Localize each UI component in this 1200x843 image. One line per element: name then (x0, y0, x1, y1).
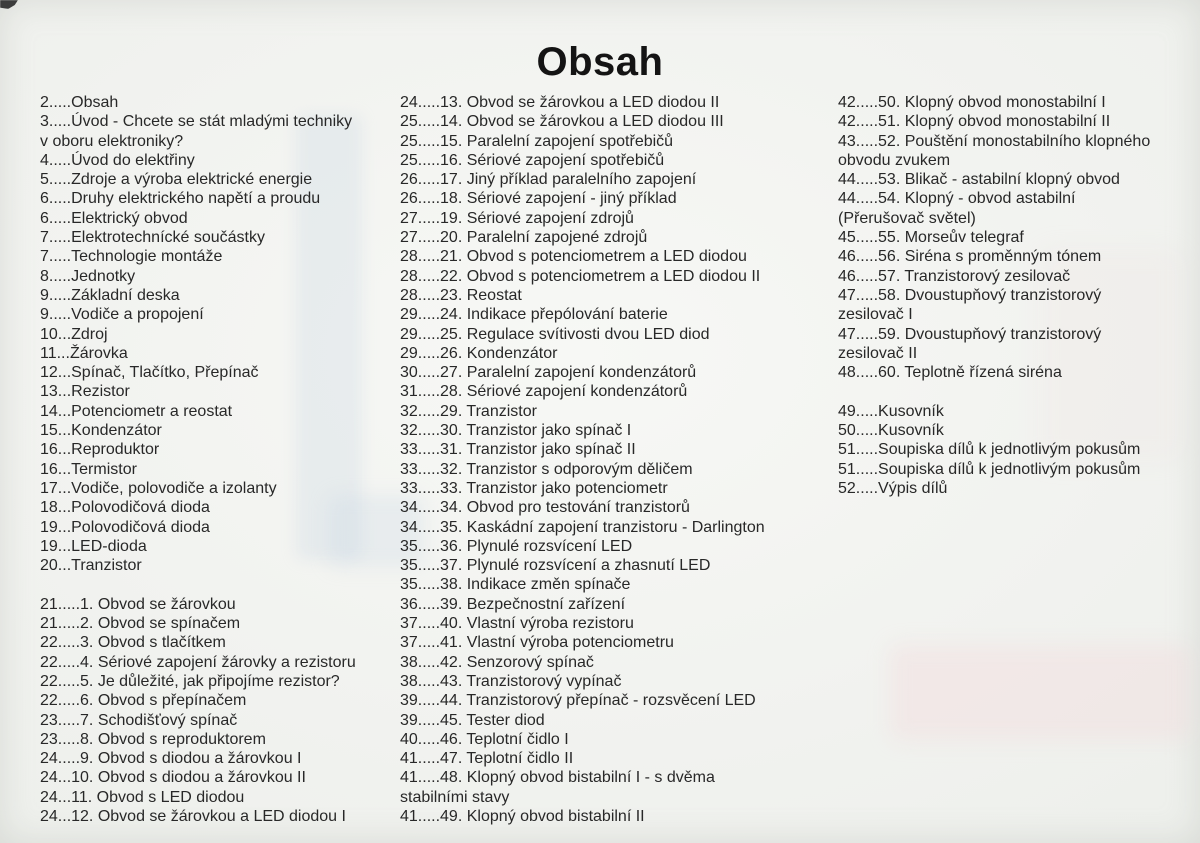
toc-line: 35.....37. Plynulé rozsvícení a zhasnutí LED (400, 557, 711, 575)
toc-line: 22.....5. Je důležité, jak připojíme rezistor? (40, 672, 340, 690)
toc-line: v oboru elektroniky? (40, 132, 184, 150)
toc-column-right (838, 93, 1183, 498)
toc-line: 30.....27. Paralelní zapojení kondenzátorů (400, 364, 697, 382)
toc-line: 7.....Technologie montáže (40, 248, 223, 266)
toc-line: 26.....17. Jiný příklad paralelního zapojení (400, 171, 697, 189)
toc-line: 42.....50. Klopný obvod monostabilní I (838, 94, 1106, 111)
toc-line: 6.....Elektrický obvod (40, 209, 188, 227)
toc-line: 32.....30. Tranzistor jako spínač I (400, 422, 632, 440)
toc-line: 41.....48. Klopný obvod bistabilní I - s dvěma (400, 769, 715, 787)
toc-line: 20...Tranzistor (40, 557, 142, 575)
toc-line: 29.....24. Indikace přepólování baterie (400, 306, 668, 324)
toc-line: 16...Termistor (40, 460, 137, 478)
toc-line: 46.....57. Tranzistorový zesilovač (838, 267, 1071, 285)
toc-line: 40.....46. Teplotní čidlo I (400, 730, 569, 748)
toc-line: 15...Kondenzátor (40, 422, 162, 440)
toc-line: 3.....Úvod - Chcete se stát mladými techniky (40, 113, 353, 131)
toc-line: 12...Spínač, Tlačítko, Přepínač (40, 364, 259, 382)
toc-line: 48.....60. Teplotně řízená siréna (838, 364, 1062, 382)
toc-line: 11...Žárovka (40, 344, 128, 362)
toc-line: 33.....33. Tranzistor jako potenciometr (400, 479, 668, 497)
toc-line: 38.....42. Senzorový spínač (400, 653, 594, 671)
toc-line: 16...Reproduktor (40, 441, 160, 459)
toc-line: 36.....39. Bezpečnostní zařízení (400, 595, 626, 613)
toc-line: 24.....13. Obvod se žárovkou a LED diodou II (400, 94, 720, 111)
toc-line: 29.....26. Kondenzátor (400, 344, 558, 362)
toc-line: 22.....3. Obvod s tlačítkem (40, 634, 226, 652)
toc-line: 47.....58. Dvoustupňový tranzistorový (838, 286, 1102, 304)
toc-column-middle (400, 93, 840, 826)
toc-line: zesilovač II (838, 344, 918, 362)
toc-line: obvodu zvukem (838, 151, 951, 169)
toc-line: 18...Polovodičová dioda (40, 499, 210, 517)
toc-line: 14...Potenciometr a reostat (40, 402, 233, 420)
scan-corner-mark (0, 0, 18, 9)
toc-line: 24...10. Obvod s diodou a žárovkou II (40, 769, 306, 787)
toc-line: 39.....44. Tranzistorový přepínač - rozsvěcení LED (400, 692, 756, 710)
toc-line: 26.....18. Sériové zapojení - jiný příklad (400, 190, 677, 208)
toc-line: 49.....Kusovník (838, 402, 944, 420)
toc-line: 41.....47. Teplotní čidlo II (400, 750, 574, 768)
toc-line: 43.....52. Pouštění monostabilního klopného (838, 132, 1151, 150)
toc-line: 46.....56. Siréna s proměnným tónem (838, 248, 1102, 266)
toc-line: 25.....15. Paralelní zapojení spotřebičů (400, 132, 674, 150)
toc-line: 51.....Soupiska dílů k jednotlivým pokusům (838, 441, 1141, 459)
toc-line: 33.....31. Tranzistor jako spínač II (400, 441, 636, 459)
toc-line: 45.....55. Morseův telegraf (838, 229, 1024, 247)
toc-line: 33.....32. Tranzistor s odporovým děličem (400, 460, 693, 478)
toc-line: 51.....Soupiska dílů k jednotlivým pokusům (838, 460, 1141, 478)
toc-line: 38.....43. Tranzistorový vypínač (400, 672, 622, 690)
toc-line: 19...Polovodičová dioda (40, 518, 210, 536)
toc-line: 24...12. Obvod se žárovkou a LED diodou I (40, 807, 346, 825)
page-title: Obsah (536, 40, 664, 84)
toc-line: 27.....19. Sériové zapojení zdrojů (400, 209, 634, 227)
toc-line: 23.....7. Schodišťový spínač (40, 711, 238, 729)
toc-line: 47.....59. Dvoustupňový tranzistorový (838, 325, 1102, 343)
toc-line: 10...Zdroj (40, 325, 108, 343)
toc-line: zesilovač I (838, 306, 913, 324)
toc-line: 27.....20. Paralelní zapojené zdrojů (400, 229, 648, 247)
scan-bleedthrough-artifact (890, 645, 1190, 740)
toc-line: 4.....Úvod do elektřiny (40, 151, 195, 169)
toc-line: 8.....Jednotky (40, 267, 136, 285)
toc-line: 35.....36. Plynulé rozsvícení LED (400, 537, 633, 555)
toc-line: 34.....35. Kaskádní zapojení tranzistoru - Darlington (400, 518, 765, 536)
toc-line: 25.....14. Obvod se žárovkou a LED diodou III (400, 113, 724, 131)
toc-line: 22.....6. Obvod s přepínačem (40, 692, 247, 710)
toc-line: 31.....28. Sériové zapojení kondenzátorů (400, 383, 688, 401)
toc-line: (Přerušovač světel) (838, 209, 976, 227)
toc-line: stabilními stavy (400, 788, 510, 806)
toc-column-left (40, 93, 405, 826)
toc-line: 35.....38. Indikace změn spínače (400, 576, 631, 594)
toc-line: 29.....25. Regulace svítivosti dvou LED diod (400, 325, 710, 343)
toc-line: 25.....16. Sériové zapojení spotřebičů (400, 151, 665, 169)
toc-line: 50.....Kusovník (838, 422, 944, 440)
toc-line: 32.....29. Tranzistor (400, 402, 537, 420)
toc-line: 28.....22. Obvod s potenciometrem a LED diodou II (400, 267, 761, 285)
toc-line: 44.....53. Blikač - astabilní klopný obvod (838, 171, 1120, 189)
toc-gap (40, 575, 405, 594)
toc-line: 39.....45. Tester diod (400, 711, 545, 729)
toc-line: 28.....21. Obvod s potenciometrem a LED diodou (400, 248, 747, 266)
toc-gap (838, 382, 1183, 401)
toc-line: 13...Rezistor (40, 383, 130, 401)
toc-line: 34.....34. Obvod pro testování tranzistorů (400, 499, 690, 517)
toc-line: 52.....Výpis dílů (838, 479, 948, 497)
toc-line: 9.....Základní deska (40, 286, 180, 304)
toc-line: 9.....Vodiče a propojení (40, 306, 204, 324)
toc-line: 37.....40. Vlastní výroba rezistoru (400, 615, 634, 633)
toc-line: 22.....4. Sériové zapojení žárovky a rezistoru (40, 653, 356, 671)
toc-line: 24...11. Obvod s LED diodou (40, 788, 245, 806)
toc-line: 44.....54. Klopný - obvod astabilní (838, 190, 1076, 208)
toc-line: 21.....1. Obvod se žárovkou (40, 595, 236, 613)
toc-line: 37.....41. Vlastní výroba potenciometru (400, 634, 674, 652)
toc-line: 24.....9. Obvod s diodou a žárovkou I (40, 750, 302, 768)
toc-line: 2.....Obsah (40, 94, 119, 111)
toc-line: 17...Vodiče, polovodiče a izolanty (40, 479, 277, 497)
toc-line: 41.....49. Klopný obvod bistabilní II (400, 807, 645, 825)
toc-line: 42.....51. Klopný obvod monostabilní II (838, 113, 1111, 131)
toc-line: 19...LED-dioda (40, 537, 147, 555)
toc-line: 7.....Elektrotechnícké součástky (40, 229, 265, 247)
toc-line: 23.....8. Obvod s reproduktorem (40, 730, 266, 748)
toc-line: 5.....Zdroje a výroba elektrické energie (40, 171, 313, 189)
toc-line: 6.....Druhy elektrického napětí a proudu (40, 190, 321, 208)
toc-line: 28.....23. Reostat (400, 286, 522, 304)
toc-line: 21.....2. Obvod se spínačem (40, 615, 241, 633)
